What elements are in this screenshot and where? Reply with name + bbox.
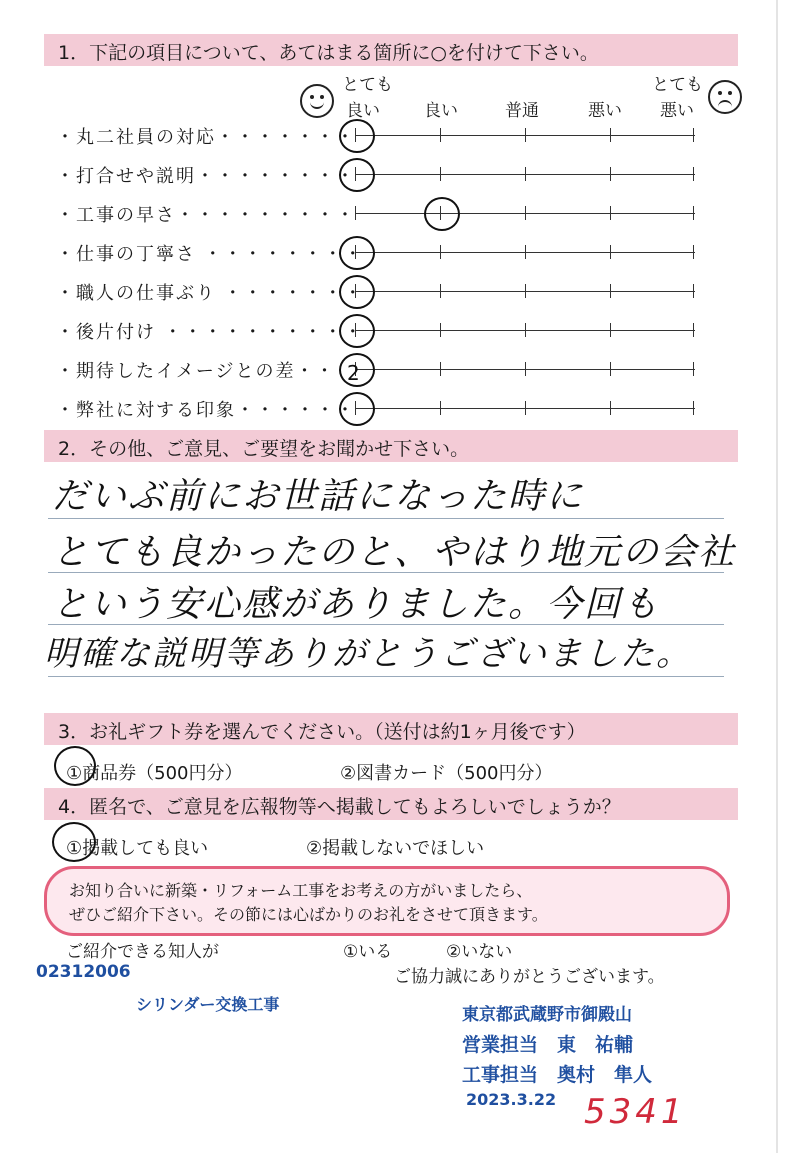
rating-tick-5[interactable] [693,245,694,259]
work-name: シリンダー交換工事 [136,995,280,1014]
rating-tick-5[interactable] [693,167,694,181]
referral-notice-box [44,866,730,936]
company-address: 東京都武蔵野市御殿山 [462,1005,632,1025]
rating-tick-4[interactable] [610,206,611,220]
rating-item-label: ・職人の仕事ぶり ・・・・・・・ [56,283,364,304]
rating-item-label: ・後片付け ・・・・・・・・・・ [56,322,364,343]
customer-code: 02312006 [36,962,131,982]
section-1-title: 1．下記の項目について、あてはまる箇所に○を付けて下さい。 [58,42,599,64]
rating-tick-3[interactable] [525,245,526,259]
rating-selection-circle [424,197,460,231]
rating-tick-3[interactable] [525,323,526,337]
rating-selection-circle [339,392,375,426]
notice-line-2: ぜひご紹介下さい。その節には心ばかりのお礼をさせて頂きます。 [69,905,548,924]
rating-tick-5[interactable] [693,362,694,376]
rating-tick-1[interactable] [355,206,356,220]
section-4-title: 4．匿名で、ご意見を広報物等へ掲載してもよろしいでしょうか？ [58,796,621,818]
rating-tick-4[interactable] [610,167,611,181]
rating-tick-5[interactable] [693,323,694,337]
stamp-date: 2023.3.22 [466,1090,557,1109]
rating-handwritten-mark: 2 [347,361,360,385]
page-edge [776,0,778,1153]
rating-tick-2[interactable] [440,245,441,259]
rating-tick-4[interactable] [610,323,611,337]
side-bleed-text [0,200,14,960]
section-3-title: 3．お礼ギフト券を選んでください。（送付は約1ヶ月後です） [58,721,586,743]
comment-rule [48,676,724,677]
comment-line-4: 明確な説明等ありがとうございました。 [44,634,692,674]
rating-item-label: ・弊社に対する印象・・・・・・ [56,400,356,421]
rating-tick-2[interactable] [440,167,441,181]
referral-yes[interactable]: ①いる [343,942,393,962]
scale-very-good-top: とても [342,75,393,95]
construction-rep: 工事担当 奥村 隼人 [462,1064,653,1086]
rating-item-label: ・丸二社員の対応・・・・・・・ [56,127,356,148]
referral-label: ご紹介できる知人が [66,942,219,962]
notice-line-1: お知り合いに新築・リフォーム工事をお考えの方がいましたら、 [69,881,533,900]
rating-tick-3[interactable] [525,206,526,220]
thanks-text: ご協力誠にありがとうございます。 [394,967,665,987]
comment-line-3: という安心感がありました。今回も [52,584,661,625]
rating-tick-4[interactable] [610,128,611,142]
rating-tick-3[interactable] [525,284,526,298]
rating-selection-circle [339,314,375,348]
publish-selection-circle [52,822,96,862]
gift-option-2[interactable]: ②図書カード（500円分） [340,763,553,784]
rating-tick-4[interactable] [610,362,611,376]
rating-tick-5[interactable] [693,284,694,298]
scale-very-bad: 悪い [660,101,694,121]
rating-tick-4[interactable] [610,284,611,298]
rating-tick-2[interactable] [440,323,441,337]
rating-tick-3[interactable] [525,401,526,415]
scale-good: 良い [424,101,458,121]
publish-option-1[interactable]: ①掲載しても良い [66,838,209,859]
sales-rep: 営業担当 東 祐輔 [462,1034,634,1056]
rating-tick-5[interactable] [693,206,694,220]
rating-selection-circle [339,275,375,309]
smile-face-icon [300,84,334,118]
section-3-header [44,713,738,745]
rating-selection-circle [339,236,375,270]
scale-normal: 普通 [505,101,539,121]
rating-selection-circle [339,119,375,153]
rating-tick-2[interactable] [440,401,441,415]
referral-no[interactable]: ②いない [446,942,513,962]
rating-item-label: ・仕事の丁寧さ ・・・・・・・・ [56,244,364,265]
rating-tick-5[interactable] [693,128,694,142]
publish-option-2[interactable]: ②掲載しないでほしい [306,838,485,859]
rating-tick-4[interactable] [610,401,611,415]
section-2-title: 2．その他、ご意見、ご要望をお聞かせ下さい。 [58,438,470,460]
rating-selection-circle [339,158,375,192]
scale-bad: 悪い [588,101,622,121]
rating-tick-4[interactable] [610,245,611,259]
rating-item-label: ・打合せや説明・・・・・・・・ [56,166,356,187]
comment-line-1: だいぶ前にお世話になった時に [52,476,585,517]
rating-tick-3[interactable] [525,128,526,142]
rating-item-label: ・期待したイメージとの差・・ [56,361,336,382]
section-4-header [44,788,738,820]
rating-tick-2[interactable] [440,284,441,298]
rating-tick-3[interactable] [525,362,526,376]
rating-tick-2[interactable] [440,128,441,142]
red-reference-number: 5341 [584,1092,687,1132]
sad-face-icon [708,80,742,114]
gift-selection-circle [54,746,96,786]
scale-very-bad-top: とても [652,75,703,95]
gift-option-1[interactable]: ①商品券（500円分） [66,763,243,784]
rating-tick-5[interactable] [693,401,694,415]
rating-tick-2[interactable] [440,362,441,376]
comment-line-2: とても良かったのと、やはり地元の会社 [52,532,737,573]
rating-tick-3[interactable] [525,167,526,181]
section-1-header [44,34,738,66]
section-2-header [44,430,738,462]
rating-item-label: ・工事の早さ・・・・・・・・・ [56,205,356,226]
scale-very-good: 良い [346,101,380,121]
